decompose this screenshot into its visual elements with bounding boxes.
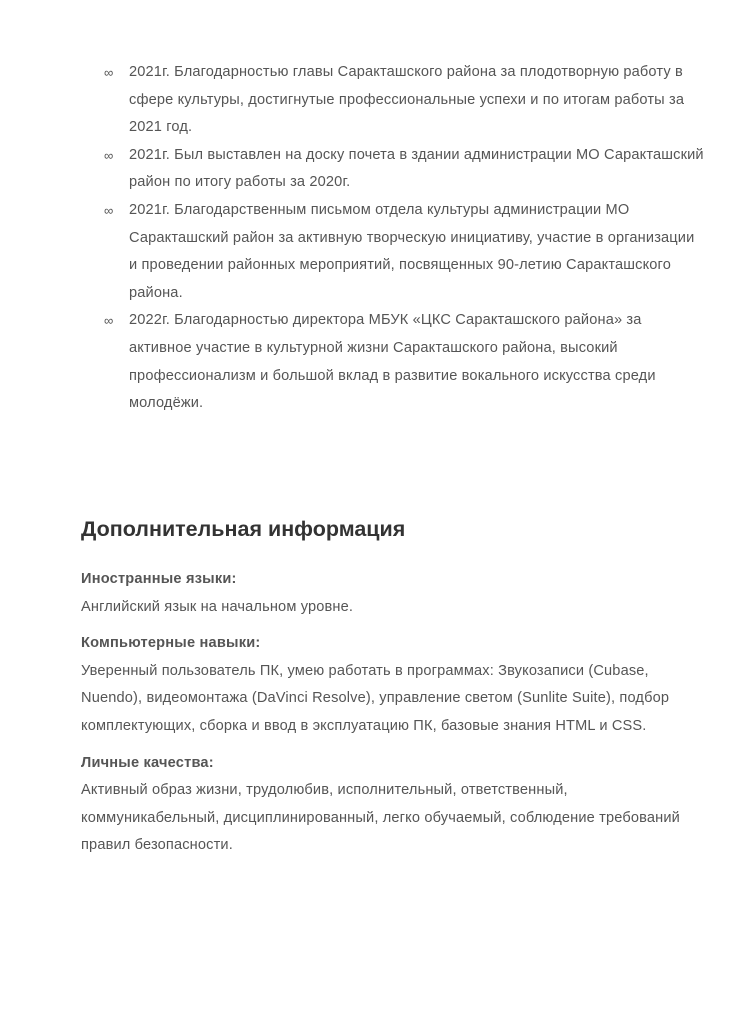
awards-list (104, 59, 704, 418)
computer-skills-text: Уверенный пользователь ПК, умею работать в программах: Звукозаписи (Cubase, Nuendo), видеомонтажа (DaVinci Resolve), управление светом (Sunlite Suite), подбор комплектующих, сборка и ввод в эксплуатацию ПК, базовые знания HTML и CSS. (81, 662, 670, 734)
computer-skills-block (81, 630, 706, 740)
infinity-bullet-icon: ∞ (104, 147, 114, 163)
list-item (104, 307, 704, 417)
personal-qualities-text: Активный образ жизни, трудолюбив, исполнительный, ответственный, коммуникабельный, дисциплинированный, легко обучаемый, соблюдение требований правил безопасности. (81, 782, 680, 854)
list-item (104, 59, 704, 142)
additional-info-section (81, 511, 706, 860)
section-title: Дополнительная информация (81, 517, 406, 541)
award-text: 2021г. Благодарственным письмом отдела культуры администрации МО Саракташский район за активную творческую инициативу, участие в организации и проведении районных мероприятий, посвященных 90-летию Саракташского района. (129, 201, 695, 301)
infinity-bullet-icon: ∞ (104, 65, 114, 80)
infinity-bullet-icon: ∞ (104, 313, 114, 329)
list-item (104, 142, 704, 197)
languages-text: Английский язык на начальном уровне. (81, 598, 354, 615)
award-text: 2022г. Благодарностью директора МБУК «ЦКС Саракташского района» за активное участие в культурной жизни Саракташского района, высокий профессионализм и большой вклад в развитие вокального искусства среди молодёжи. (129, 312, 656, 412)
personal-qualities-block (81, 750, 706, 860)
award-text: 2021г. Благодарностью главы Саракташского района за плодотворную работу в сфере культуры, достигнутые профессиональные успехи и по итогам работы за 2021 год. (129, 64, 685, 136)
infinity-bullet-icon: ∞ (104, 202, 114, 218)
languages-label: Иностранные языки: (81, 571, 237, 587)
list-item (104, 197, 704, 307)
languages-block (81, 566, 706, 621)
computer-skills-label: Компьютерные навыки: (81, 635, 261, 652)
personal-qualities-label: Личные качества: (81, 754, 214, 771)
award-text: 2021г. Был выставлен на доску почета в здании администрации МО Саракташский район по итогу работы за 2020г. (129, 146, 704, 191)
